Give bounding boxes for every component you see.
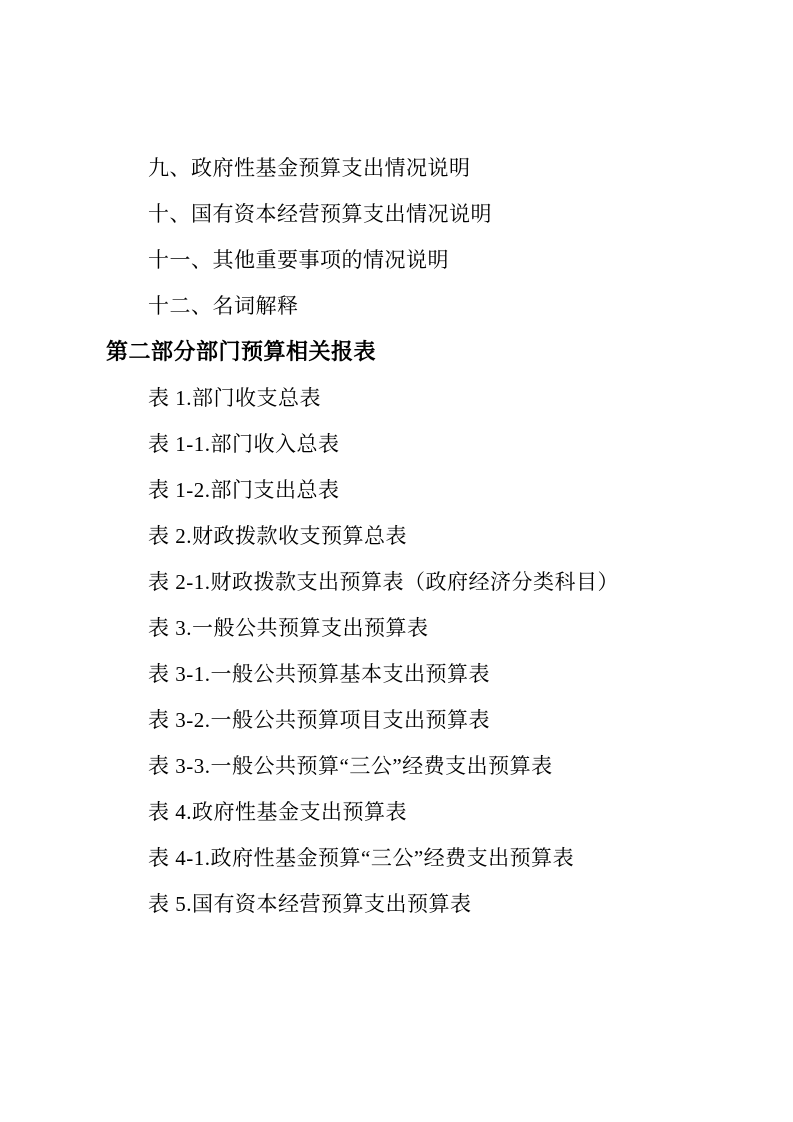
toc-item-table: 表 1.部门收支总表 [148,386,321,410]
toc-item-table: 表 5.国有资本经营预算支出预算表 [148,892,472,916]
toc-item-table: 表 2.财政拨款收支预算总表 [148,524,407,548]
toc-item-part1-section: 十一、其他重要事项的情况说明 [148,248,449,272]
toc-item-table: 表 4.政府性基金支出预算表 [148,800,407,824]
toc-item-table: 表 2-1.财政拨款支出预算表（政府经济分类科目） [148,570,619,594]
toc-item-table: 表 3-2.一般公共预算项目支出预算表 [148,708,490,732]
toc-item-table: 表 1-1.部门收入总表 [148,432,340,456]
toc-item-table: 表 3.一般公共预算支出预算表 [148,616,429,640]
toc-item-table: 表 1-2.部门支出总表 [148,478,340,502]
table-of-contents [106,145,733,927]
part2-heading: 第二部分部门预算相关报表 [106,339,377,364]
toc-item-table: 表 3-1.一般公共预算基本支出预算表 [148,662,490,686]
toc-item-part1-section: 九、政府性基金预算支出情况说明 [148,156,471,180]
toc-item-part1-section: 十二、名词解释 [148,294,299,318]
toc-item-part1-section: 十、国有资本经营预算支出情况说明 [148,202,492,226]
toc-item-table: 表 4-1.政府性基金预算“三公”经费支出预算表 [148,846,575,870]
toc-item-table: 表 3-3.一般公共预算“三公”经费支出预算表 [148,754,553,778]
